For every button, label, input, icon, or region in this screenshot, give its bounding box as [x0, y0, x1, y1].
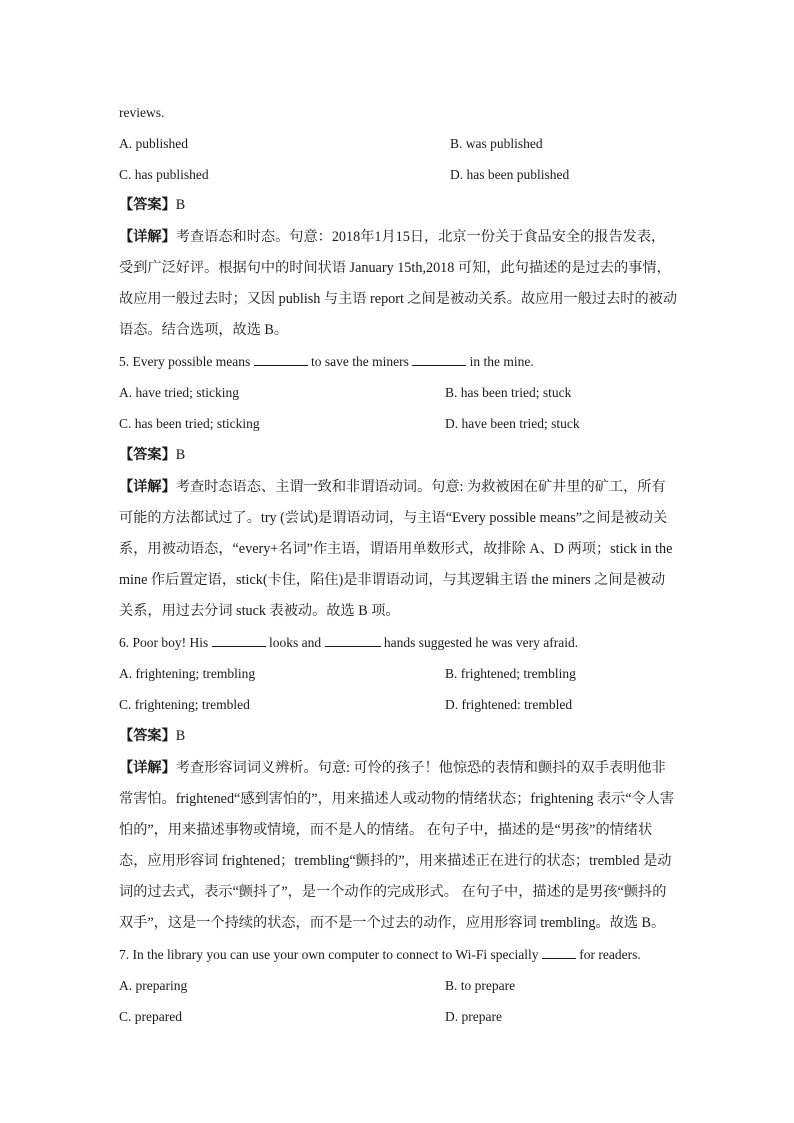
q7-option-b: B. to prepare [445, 978, 516, 993]
q5-stem-part-3: in the mine. [469, 354, 534, 369]
q4-option-a: A. published [119, 136, 188, 151]
q5-detail-text: 考查时态语态、主谓一致和非谓语动词。句意: 为救被困在矿井里的矿工，所有可能的方法都试过了。try (尝试)是谓语动词，与主语“Every possible means”之间是被动关系，用被动语态，“every+名词”作主语，谓语用单数形式，故排除 A、D 两项；stick in the mine 作后置定语，stick(卡住，陷住)是非谓语动词，与其逻辑主语 the miners 之间是被动关系，用过去分词 stuck 表被动。故选 B 项。 [119, 479, 673, 619]
q6-blank-1 [212, 634, 266, 647]
q6-option-b: B. frightened; trembling [445, 666, 576, 681]
q7-option-a: A. preparing [119, 978, 188, 993]
q5-blank-1 [254, 353, 308, 366]
q6-option-c: C. frightening; trembled [119, 697, 250, 712]
q4-stem-tail: reviews. [119, 105, 165, 120]
q5-stem [119, 353, 534, 371]
q7-stem-part-2: for readers. [579, 947, 641, 962]
q4-answer-value: B [175, 197, 186, 213]
q4-answer-label: 【答案】 [119, 197, 176, 213]
q6-detail [119, 753, 679, 939]
q6-stem [119, 634, 578, 652]
q4-option-b: B. was published [450, 136, 543, 151]
q6-option-d: D. frightened: trembled [445, 697, 573, 712]
q6-stem-part-3: hands suggested he was very afraid. [383, 635, 579, 650]
q5-answer [119, 446, 185, 464]
q7-stem [119, 946, 641, 964]
q6-detail-text: 考查形容词词义辨析。句意: 可怜的孩子！他惊恐的表情和颤抖的双手表明他非常害怕。frightened“感到害怕的”，用来描述人或动物的情绪状态；frightening 表示“令人害怕的”，用来描述事物或情境，而不是人的情绪。 在句子中，描述的是“男孩”的情绪状态，应用形容词 frightened；trembling“颤抖的”，用来描述正在进行的状态；trembled 是动词的过去式，表示“颤抖了”，是一个动作的完成形式。 在句子中，描述的是男孩“颤抖的双手”，这是一个持续的状态，而不是一个过去的动作，应用形容词 trembling。故选 B。 [119, 760, 675, 931]
q6-answer [119, 727, 185, 745]
q5-stem-part-1: 5. Every possible means [119, 354, 251, 369]
q4-answer [119, 196, 185, 214]
q4-detail-label: 【详解】 [119, 229, 176, 245]
q5-option-c: C. has been tried; sticking [119, 416, 260, 431]
q5-blank-2 [412, 353, 466, 366]
q6-answer-label: 【答案】 [119, 728, 176, 744]
q6-detail-label: 【详解】 [119, 760, 176, 776]
q5-detail [119, 472, 679, 627]
q4-detail-text: 考查语态和时态。句意：2018年1月15日，北京一份关于食品安全的报告发表，受到广泛好评。根据句中的时间状语 January 15th,2018 可知，此句描述的是过去的事情，故应用一般过去时；又因 publish 与主语 report 之间是被动关系。故应用一般过去时的被动语态。结合选项，故选 B。 [119, 229, 678, 338]
q5-option-d: D. have been tried; stuck [445, 416, 580, 431]
q6-stem-part-2: looks and [269, 635, 322, 650]
q6-option-a: A. frightening; trembling [119, 666, 256, 681]
q5-option-a: A. have tried; sticking [119, 385, 239, 400]
q5-detail-label: 【详解】 [119, 479, 176, 495]
q7-blank-1 [542, 946, 576, 959]
q4-option-c: C. has published [119, 167, 209, 182]
q6-blank-2 [325, 634, 381, 647]
q7-stem-part-1: 7. In the library you can use your own computer to connect to Wi-Fi specially [119, 947, 539, 962]
q7-option-c: C. prepared [119, 1009, 182, 1024]
q7-option-d: D. prepare [445, 1009, 502, 1024]
q5-option-b: B. has been tried; stuck [445, 385, 572, 400]
q5-answer-label: 【答案】 [119, 447, 176, 463]
q5-answer-value: B [175, 447, 186, 463]
q4-option-d: D. has been published [450, 167, 570, 182]
q6-answer-value: B [175, 728, 186, 744]
q4-detail [119, 222, 679, 346]
q6-stem-part-1: 6. Poor boy! His [119, 635, 209, 650]
q5-stem-part-2: to save the miners [310, 354, 409, 369]
